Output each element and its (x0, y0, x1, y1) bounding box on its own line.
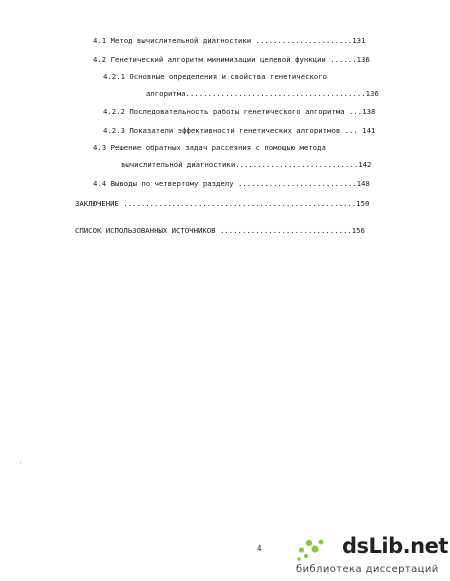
toc-entry-4-3: 4.3 Решение обратных задач рассеяния с помощью метода (93, 143, 326, 152)
toc-entry-4-2-1: 4.2.1 Основные определения и свойства генетического (103, 72, 328, 81)
toc-entry-4-3-cont: вычислительной диагностики............................142 (121, 160, 372, 169)
toc-entry-4-4: 4.4 Выводы по четвертому разделу ...........................148 (93, 179, 370, 188)
toc-entry-4-1: 4.1 Метод вычислительной диагностики ......................131 (93, 36, 366, 45)
toc-entry-4-2: 4.2 Генетический алгоритм минимизации целевой функции ......136 (93, 55, 370, 64)
page-number: 4 (257, 544, 262, 553)
scan-speck (20, 462, 21, 463)
watermark-brand: dsLib.net (342, 534, 448, 558)
toc-entry-4-2-1-cont: алгоритма.........................................136 (146, 89, 379, 98)
toc-entry-4-2-3: 4.2.3 Показатели эффективности генетических алгоритмов ... 141 (103, 126, 376, 135)
toc-entry-references: СПИСОК ИСПОЛЬЗОВАННЫХ ИСТОЧНИКОВ ..............................156 (75, 226, 365, 235)
toc-entry-conclusion: ЗАКЛЮЧЕНИЕ .....................................................150 (75, 199, 370, 208)
watermark-subtitle: библиотека диссертаций (296, 564, 439, 575)
toc-entry-4-2-2: 4.2.2 Последовательность работы генетического алгоритма ...138 (103, 107, 376, 116)
dslib-watermark (296, 534, 446, 578)
